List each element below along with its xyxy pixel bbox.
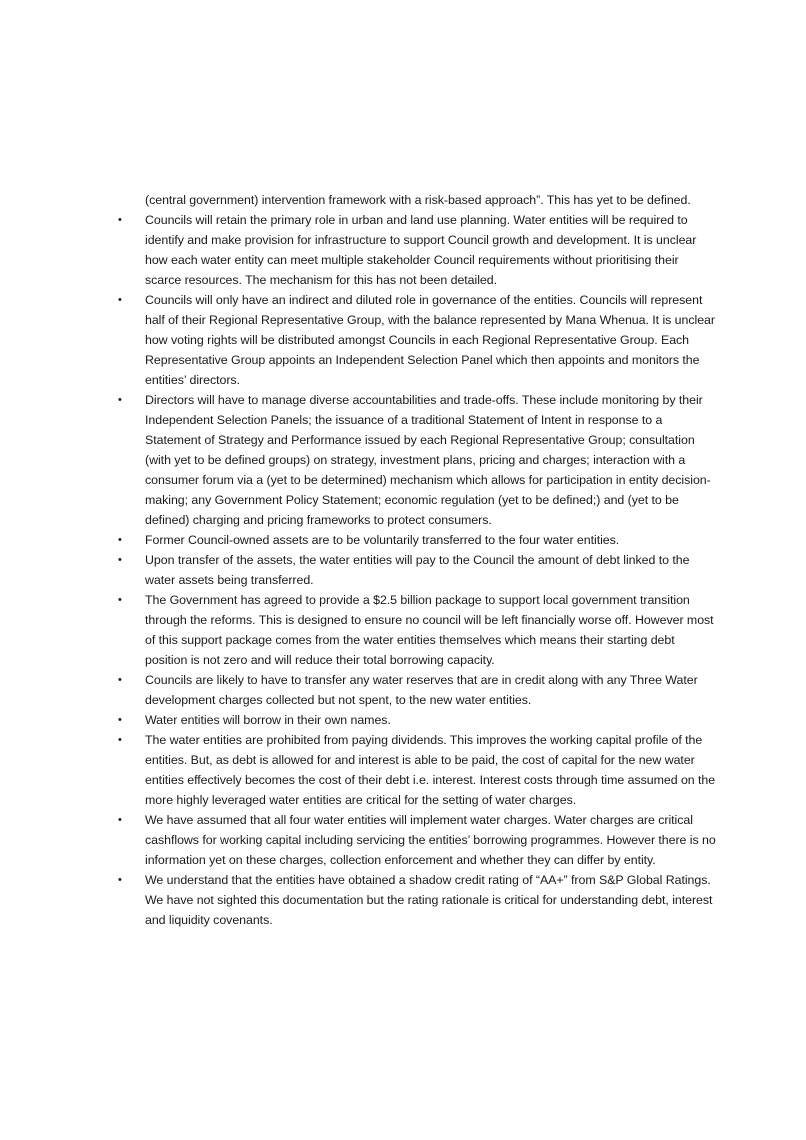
bullet-icon: • (118, 534, 122, 546)
list-item-text: Directors will have to manage diverse accountabilities and trade-offs. These include monitoring by their Independent Selection Panels; the issuance of a traditional Statement of Intent in response to a Statement of Strategy and Performance issued by each Regional Representative Group; consultation (with yet to be defined groups) on strategy, investment plans, pricing and charges; interaction with a consumer forum via a (yet to be determined) mechanism which allows for participation in entity decision-making; any Government Policy Statement; economic regulation (yet to be defined;) and (yet to be defined) charging and pricing frameworks to protect consumers. (145, 393, 711, 527)
bullet-icon: • (118, 814, 122, 826)
list-item-text: The water entities are prohibited from paying dividends. This improves the working capital profile of the entities. But, as debt is allowed for and interest is able to be paid, the cost of capital for the new water entities effectively becomes the cost of their debt i.e. interest. Interest costs through time assumed on the more highly leveraged water entities are critical for the setting of water charges. (145, 733, 716, 807)
list-item (118, 530, 718, 550)
list-item (118, 670, 718, 710)
list-item-text: Water entities will borrow in their own names. (145, 713, 391, 727)
document-body (118, 190, 718, 930)
list-item-text: Councils are likely to have to transfer any water reserves that are in credit along with any Three Water development charges collected but not spent, to the new water entities. (145, 673, 698, 707)
list-item (118, 390, 718, 530)
bullet-icon: • (118, 554, 122, 566)
bullet-icon: • (118, 214, 122, 226)
list-item (118, 210, 718, 290)
list-item-text: Former Council-owned assets are to be voluntarily transferred to the four water entities. (145, 533, 620, 547)
list-item-text: We understand that the entities have obtained a shadow credit rating of “AA+” from S&P Global Ratings. We have not sighted this documentation but the rating rationale is critical for understanding debt, interest and liquidity covenants. (145, 873, 713, 927)
list-item (118, 290, 718, 390)
list-item-text: Councils will only have an indirect and diluted role in governance of the entities. Councils will represent half of their Regional Representative Group, with the balance represented by Mana Whenua. It is unclear how voting rights will be distributed amongst Councils in each Regional Representative Group. Each Representative Group appoints an Independent Selection Panel which then appoints and monitors the entities’ directors. (145, 293, 715, 387)
bullet-icon: • (118, 594, 122, 606)
bullet-icon: • (118, 734, 122, 746)
list-item-text: Upon transfer of the assets, the water entities will pay to the Council the amount of debt linked to the water assets being transferred. (145, 553, 690, 587)
list-item-text: The Government has agreed to provide a $2.5 billion package to support local government transition through the reforms. This is designed to ensure no council will be left financially worse off. However most of this support package comes from the water entities themselves which means their starting debt position is not zero and will reduce their total borrowing capacity. (145, 593, 714, 667)
list-item (118, 730, 718, 810)
continuation-paragraph: (central government) intervention framework with a risk-based approach”. This has yet to be defined. (145, 193, 691, 207)
list-item (118, 870, 718, 930)
bullet-list (118, 210, 718, 930)
list-item (118, 550, 718, 590)
list-item-text: We have assumed that all four water entities will implement water charges. Water charges are critical cashflows for working capital including servicing the entities’ borrowing programmes. However there is no information yet on these charges, collection enforcement and whether they can differ by entity. (145, 813, 716, 867)
list-item (118, 810, 718, 870)
bullet-icon: • (118, 874, 122, 886)
bullet-icon: • (118, 714, 122, 726)
list-item (118, 710, 718, 730)
bullet-icon: • (118, 394, 122, 406)
list-item (118, 590, 718, 670)
bullet-icon: • (118, 294, 122, 306)
bullet-icon: • (118, 674, 122, 686)
list-item-text: Councils will retain the primary role in urban and land use planning. Water entities will be required to identify and make provision for infrastructure to support Council growth and development. It is unclear how each water entity can meet multiple stakeholder Council requirements without prioritising their scarce resources. The mechanism for this has not been detailed. (145, 213, 697, 287)
